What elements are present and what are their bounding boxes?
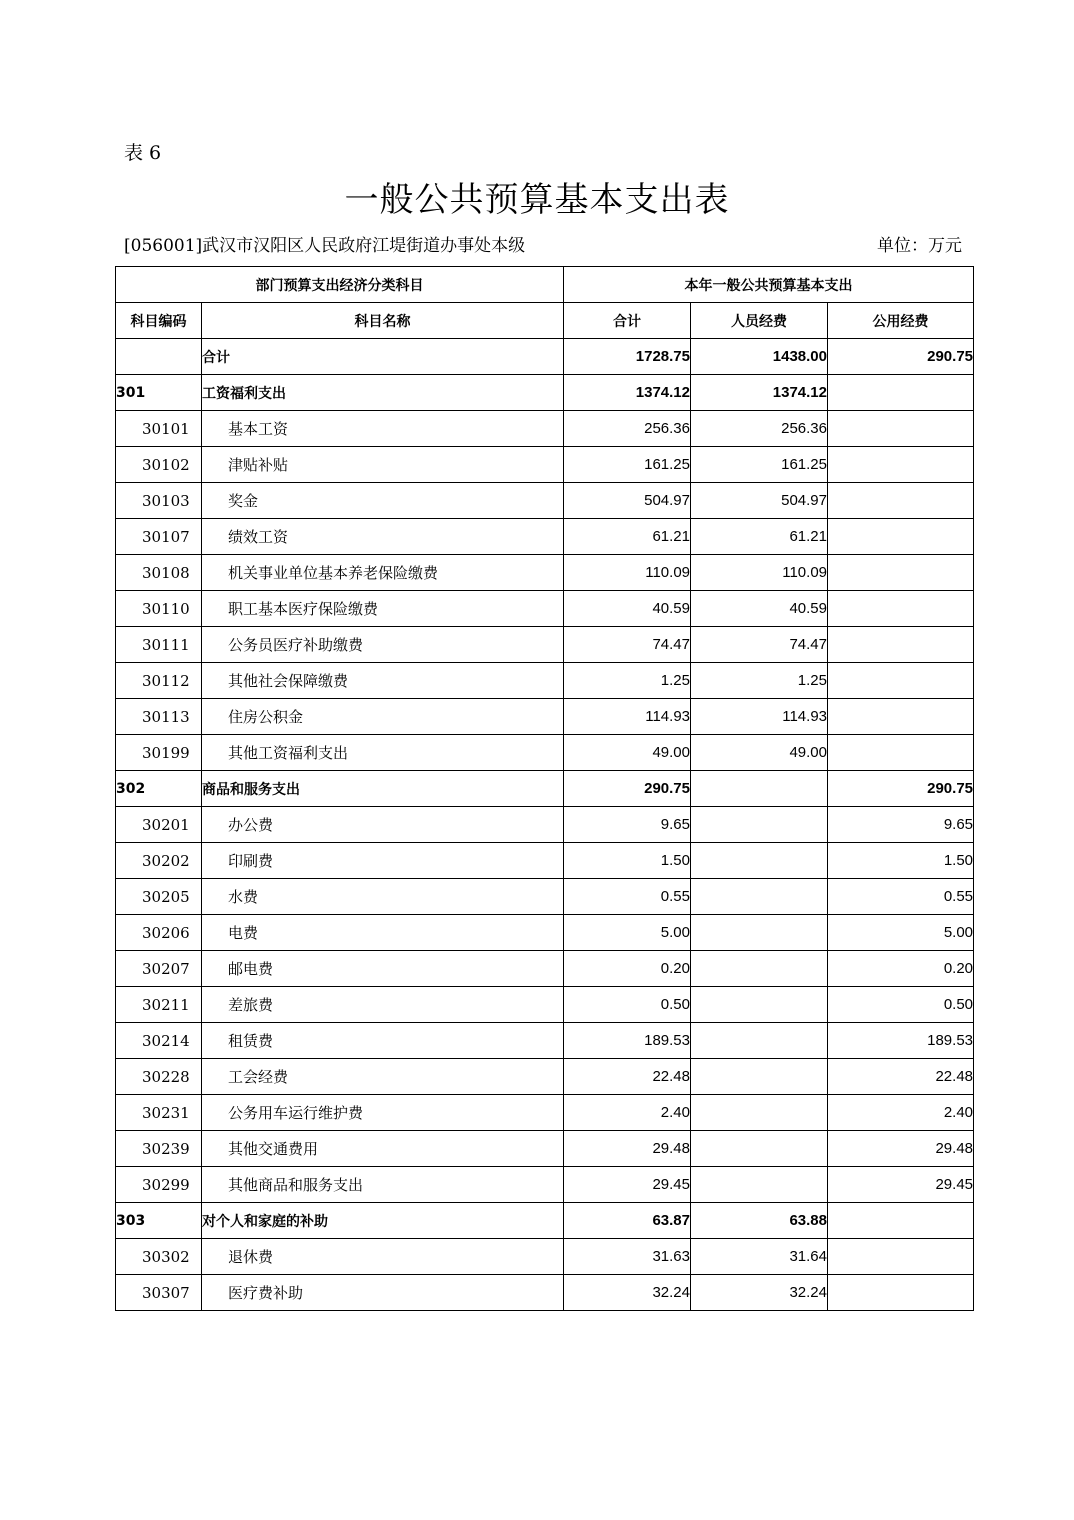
- table-row: [116, 411, 974, 447]
- cell-total: 1728.75: [564, 339, 691, 375]
- cell-personnel: 74.47: [691, 627, 828, 663]
- cell-public: [828, 627, 974, 663]
- cell-public: [828, 483, 974, 519]
- document-title: 一般公共预算基本支出表: [344, 180, 730, 220]
- cell-public: 1.50: [828, 843, 974, 879]
- cell-code: 30307: [116, 1275, 202, 1311]
- cell-public: 0.50: [828, 987, 974, 1023]
- table-row: [116, 591, 974, 627]
- cell-code: 30110: [116, 591, 202, 627]
- table-row: [116, 447, 974, 483]
- cell-personnel: 40.59: [691, 591, 828, 627]
- cell-total: 74.47: [564, 627, 691, 663]
- organization-name: [056001]武汉市汉阳区人民政府江堤街道办事处本级: [124, 236, 526, 256]
- cell-total: 2.40: [564, 1095, 691, 1131]
- cell-code: 30207: [116, 951, 202, 987]
- table-row: [116, 807, 974, 843]
- cell-code: 30228: [116, 1059, 202, 1095]
- header-public: 公用经费: [828, 303, 974, 339]
- cell-total: 61.21: [564, 519, 691, 555]
- cell-name: 基本工资: [202, 411, 564, 447]
- cell-personnel: 31.64: [691, 1239, 828, 1275]
- cell-code: 30211: [116, 987, 202, 1023]
- table-row: [116, 375, 974, 411]
- table-row: [116, 1059, 974, 1095]
- cell-code: 30214: [116, 1023, 202, 1059]
- table-row: [116, 699, 974, 735]
- cell-total: 29.45: [564, 1167, 691, 1203]
- table-row: [116, 1131, 974, 1167]
- cell-name: 医疗费补助: [202, 1275, 564, 1311]
- table-row: [116, 771, 974, 807]
- cell-personnel: [691, 1131, 828, 1167]
- cell-total: 5.00: [564, 915, 691, 951]
- cell-name: 其他商品和服务支出: [202, 1167, 564, 1203]
- cell-personnel: 114.93: [691, 699, 828, 735]
- cell-public: [828, 519, 974, 555]
- cell-code: 303: [116, 1203, 202, 1239]
- unit-label: 单位：万元: [877, 236, 962, 256]
- cell-total: 40.59: [564, 591, 691, 627]
- cell-public: [828, 411, 974, 447]
- table-body: [116, 339, 974, 1311]
- cell-public: 290.75: [828, 771, 974, 807]
- cell-personnel: 161.25: [691, 447, 828, 483]
- cell-public: 0.20: [828, 951, 974, 987]
- cell-name: 公务员医疗补助缴费: [202, 627, 564, 663]
- header-row-group: [116, 267, 974, 303]
- cell-personnel: [691, 879, 828, 915]
- cell-personnel: 1374.12: [691, 375, 828, 411]
- cell-public: 29.45: [828, 1167, 974, 1203]
- table-row: [116, 735, 974, 771]
- cell-name: 电费: [202, 915, 564, 951]
- cell-personnel: [691, 951, 828, 987]
- cell-public: 29.48: [828, 1131, 974, 1167]
- cell-personnel: [691, 771, 828, 807]
- cell-name: 津贴补贴: [202, 447, 564, 483]
- cell-personnel: [691, 807, 828, 843]
- table-row: [116, 1239, 974, 1275]
- table-number-label: 表 6: [124, 142, 162, 164]
- cell-public: [828, 663, 974, 699]
- cell-name: 差旅费: [202, 987, 564, 1023]
- table-row: [116, 663, 974, 699]
- cell-personnel: [691, 1095, 828, 1131]
- cell-public: [828, 555, 974, 591]
- cell-name: 绩效工资: [202, 519, 564, 555]
- cell-name: 工资福利支出: [202, 375, 564, 411]
- cell-total: 0.55: [564, 879, 691, 915]
- cell-personnel: 1.25: [691, 663, 828, 699]
- cell-name: 工会经费: [202, 1059, 564, 1095]
- table-row: [116, 843, 974, 879]
- table-row: [116, 915, 974, 951]
- cell-total: 110.09: [564, 555, 691, 591]
- cell-name: 奖金: [202, 483, 564, 519]
- cell-total: 1374.12: [564, 375, 691, 411]
- cell-name: 租赁费: [202, 1023, 564, 1059]
- header-name: 科目名称: [202, 303, 564, 339]
- cell-total: 22.48: [564, 1059, 691, 1095]
- cell-personnel: [691, 915, 828, 951]
- header-total: 合计: [564, 303, 691, 339]
- cell-personnel: 110.09: [691, 555, 828, 591]
- cell-code: 302: [116, 771, 202, 807]
- cell-code: 30113: [116, 699, 202, 735]
- cell-code: 30103: [116, 483, 202, 519]
- cell-public: [828, 1239, 974, 1275]
- cell-public: 22.48: [828, 1059, 974, 1095]
- cell-name: 办公费: [202, 807, 564, 843]
- cell-code: 30102: [116, 447, 202, 483]
- cell-name: 对个人和家庭的补助: [202, 1203, 564, 1239]
- cell-public: 9.65: [828, 807, 974, 843]
- cell-personnel: [691, 1167, 828, 1203]
- cell-total: 32.24: [564, 1275, 691, 1311]
- cell-public: [828, 735, 974, 771]
- cell-code: 301: [116, 375, 202, 411]
- table-row: [116, 1095, 974, 1131]
- cell-code: 30205: [116, 879, 202, 915]
- cell-total: 0.50: [564, 987, 691, 1023]
- cell-personnel: 1438.00: [691, 339, 828, 375]
- cell-code: 30101: [116, 411, 202, 447]
- cell-total: 1.25: [564, 663, 691, 699]
- cell-public: 189.53: [828, 1023, 974, 1059]
- cell-name: 商品和服务支出: [202, 771, 564, 807]
- cell-name: 其他工资福利支出: [202, 735, 564, 771]
- cell-total: 9.65: [564, 807, 691, 843]
- table-row: [116, 879, 974, 915]
- cell-code: 30231: [116, 1095, 202, 1131]
- cell-personnel: [691, 987, 828, 1023]
- cell-personnel: [691, 843, 828, 879]
- header-economic-classification: 部门预算支出经济分类科目: [116, 267, 564, 303]
- table-row: [116, 555, 974, 591]
- cell-code: [116, 339, 202, 375]
- table-row: [116, 1023, 974, 1059]
- cell-personnel: 63.88: [691, 1203, 828, 1239]
- table-row: [116, 1275, 974, 1311]
- cell-personnel: [691, 1023, 828, 1059]
- cell-public: 2.40: [828, 1095, 974, 1131]
- table-row: [116, 1203, 974, 1239]
- cell-name: 机关事业单位基本养老保险缴费: [202, 555, 564, 591]
- header-personnel: 人员经费: [691, 303, 828, 339]
- cell-public: [828, 1203, 974, 1239]
- cell-total: 189.53: [564, 1023, 691, 1059]
- cell-public: [828, 447, 974, 483]
- cell-name: 其他交通费用: [202, 1131, 564, 1167]
- table-row: [116, 951, 974, 987]
- cell-personnel: 61.21: [691, 519, 828, 555]
- cell-name: 水费: [202, 879, 564, 915]
- cell-name: 公务用车运行维护费: [202, 1095, 564, 1131]
- cell-code: 30199: [116, 735, 202, 771]
- cell-name: 邮电费: [202, 951, 564, 987]
- cell-total: 29.48: [564, 1131, 691, 1167]
- table-row: [116, 483, 974, 519]
- cell-code: 30239: [116, 1131, 202, 1167]
- cell-personnel: 256.36: [691, 411, 828, 447]
- cell-name: 印刷费: [202, 843, 564, 879]
- cell-total: 1.50: [564, 843, 691, 879]
- table-row: [116, 1167, 974, 1203]
- cell-name: 住房公积金: [202, 699, 564, 735]
- cell-total: 63.87: [564, 1203, 691, 1239]
- cell-code: 30201: [116, 807, 202, 843]
- cell-personnel: 32.24: [691, 1275, 828, 1311]
- cell-total: 31.63: [564, 1239, 691, 1275]
- cell-public: [828, 699, 974, 735]
- cell-code: 30107: [116, 519, 202, 555]
- table-row: [116, 627, 974, 663]
- cell-total: 49.00: [564, 735, 691, 771]
- cell-code: 30111: [116, 627, 202, 663]
- cell-public: 5.00: [828, 915, 974, 951]
- header-row-columns: [116, 303, 974, 339]
- header-basic-expenditure: 本年一般公共预算基本支出: [564, 267, 974, 303]
- cell-total: 161.25: [564, 447, 691, 483]
- cell-total: 290.75: [564, 771, 691, 807]
- cell-name: 退休费: [202, 1239, 564, 1275]
- budget-table: [115, 266, 974, 1311]
- cell-public: 0.55: [828, 879, 974, 915]
- cell-total: 256.36: [564, 411, 691, 447]
- cell-total: 114.93: [564, 699, 691, 735]
- cell-code: 30202: [116, 843, 202, 879]
- cell-code: 30206: [116, 915, 202, 951]
- cell-total: 0.20: [564, 951, 691, 987]
- cell-code: 30299: [116, 1167, 202, 1203]
- cell-personnel: [691, 1059, 828, 1095]
- cell-public: [828, 375, 974, 411]
- cell-public: [828, 591, 974, 627]
- header-code: 科目编码: [116, 303, 202, 339]
- cell-personnel: 49.00: [691, 735, 828, 771]
- cell-name: 其他社会保障缴费: [202, 663, 564, 699]
- cell-code: 30112: [116, 663, 202, 699]
- cell-code: 30108: [116, 555, 202, 591]
- cell-total: 504.97: [564, 483, 691, 519]
- cell-personnel: 504.97: [691, 483, 828, 519]
- cell-public: [828, 1275, 974, 1311]
- cell-name: 合计: [202, 339, 564, 375]
- table-row: [116, 987, 974, 1023]
- cell-code: 30302: [116, 1239, 202, 1275]
- table-row: [116, 519, 974, 555]
- cell-public: 290.75: [828, 339, 974, 375]
- table-row: [116, 339, 974, 375]
- cell-name: 职工基本医疗保险缴费: [202, 591, 564, 627]
